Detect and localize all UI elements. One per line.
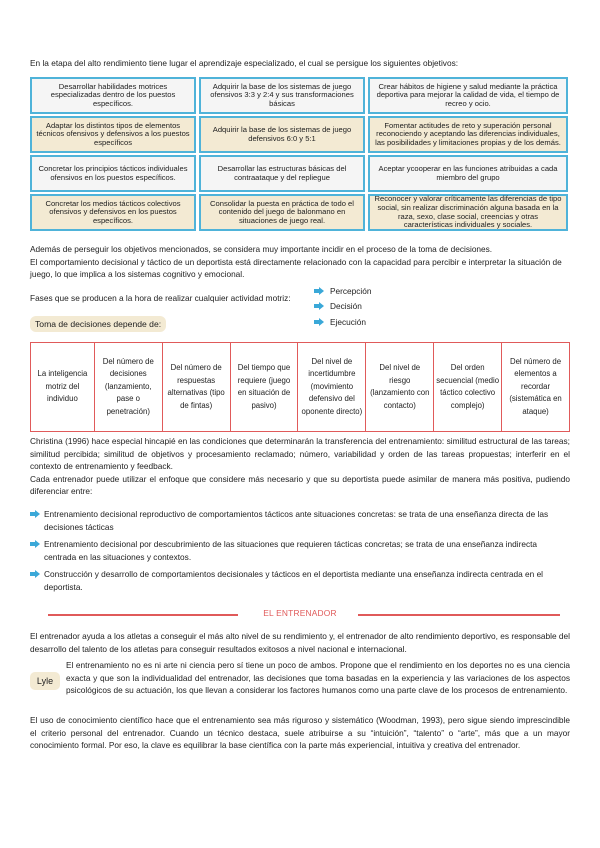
section-header: [30, 608, 570, 622]
objective-cell: Concretar los principios tácticos individuales ofensivos en los puestos específicos.: [30, 155, 196, 192]
table-cell: Del tiempo que requiere (juego en situación de pasivo): [230, 343, 298, 432]
table-cell: Del número de elementos a recordar (sistemática en ataque): [502, 343, 570, 432]
coach-paragraph-block: [30, 630, 570, 655]
phase-item: [314, 314, 372, 330]
woodman-paragraph: El uso de conocimiento científico hace que el entrenamiento sea más riguroso y sistemático (Woodman, 1993), pero sigue siendo imprescindible el criterio personal del entrenador. Cuando un técnico destaca, suele atribuirse a su “intuición”, “talento” o “arte”, más que a un mayor conocimiento formal. Por eso, la clave es equilibrar la base científica con la parte más experiencial, intuitiva y creativa del entrenador.: [30, 715, 570, 750]
decisions-paragraph-2: El comportamiento decisional y táctico de un deportista está directamente relacionado con la capacidad para percibir e interpretar la situación de juego, lo que implica a los sistemas cognitivo y emocional.: [30, 256, 562, 279]
arrow-right-icon: [30, 510, 40, 518]
arrow-right-icon: [30, 570, 40, 578]
approach-text: Entrenamiento decisional por descubrimiento de las situaciones que requieren tácticas concretas; se trata de una enseñanza indirecta centrada en las situaciones y contextos.: [44, 539, 538, 562]
phase-item: [314, 299, 372, 315]
christina-paragraph: Christina (1996) hace especial hincapié en las condiciones que determinarán la transferencia del entrenamiento: similitud estructural de las tareas; similitud percibida; similitud de objetivos y procesamiento reclamado; número, variabilidad y orden de las tareas propuestas; interferir en el contexto de entrenamiento y feedback.: [30, 436, 570, 471]
objective-cell: Desarrollar las estructuras básicas del contraataque y del repliegue: [199, 155, 365, 192]
objective-cell: Consolidar la puesta en práctica de todo el contenido del juego de balonmano en situaciones de juego real.: [199, 194, 365, 231]
objective-cell: Desarrollar habilidades motrices especializadas dentro de los puestos específicos.: [30, 77, 196, 114]
objectives-grid: [30, 77, 568, 231]
table-cell: La inteligencia motriz del individuo: [31, 343, 95, 432]
arrow-right-icon: [314, 302, 324, 310]
list-item: [30, 508, 570, 533]
decision-paragraphs: [30, 243, 570, 281]
lyle-quote: [30, 659, 570, 697]
objective-cell: Concretar los medios tácticos colectivos ofensivos y defensivos en los puestos específicos.: [30, 194, 196, 231]
objective-cell: Reconocer y valorar críticamente las diferencias de tipo social, sin realizar discriminación alguna basada en la raza, sexo, clase social, creencias y otras características individuales y sociales.: [368, 194, 568, 231]
lyle-paragraph: El entrenamiento no es ni arte ni ciencia pero sí tiene un poco de ambos. Propone que el rendimiento en los deportes no es una ciencia exacta y que son la individualidad del entrenador, las decisiones que toma basadas en la experiencia y las variaciones de los aspectos psicológicos de su actuación, los que llevan a considerar los factores humanos como una parte clave de los procesos de entrenamiento.: [66, 660, 570, 695]
section-divider-right: [358, 614, 560, 616]
objective-cell: Crear hábitos de higiene y salud mediante la práctica deportiva para mejorar la calidad de vida, el tiempo de recreo y ocio.: [368, 77, 568, 114]
intro-paragraph: En la etapa del alto rendimiento tiene lugar el aprendizaje especializado, el cual se persigue los siguientes objetivos:: [30, 58, 459, 68]
arrow-right-icon: [30, 540, 40, 548]
objective-cell: Adquirir la base de los sistemas de juego defensivos 6:0 y 5:1: [199, 116, 365, 153]
approaches-list: [30, 508, 570, 598]
list-item: [30, 538, 570, 563]
phase-item: [314, 283, 372, 299]
objective-cell: Fomentar actitudes de reto y superación personal reconociendo y aceptando las diferencias individuales, las posibilidades y limitaciones propias y de los demás.: [368, 116, 568, 153]
author-badge: Lyle: [30, 672, 60, 690]
phase-label: Decisión: [330, 301, 362, 312]
decision-factors-table: [30, 342, 570, 432]
transfer-paragraphs: [30, 435, 570, 498]
objective-cell: Adaptar los distintos tipos de elementos técnicos ofensivos y defensivos a los puestos específicos: [30, 116, 196, 153]
phases-intro: Fases que se producen a la hora de realizar cualquier actividad motriz:: [30, 293, 291, 303]
table-cell: Del número de respuestas alternativas (tipo de fintas): [162, 343, 230, 432]
table-cell: Del número de decisiones (lanzamiento, pase o penetración): [94, 343, 162, 432]
coach-choice-paragraph: Cada entrenador puede utilizar el enfoque que considere más necesario y que su deportista puede asimilar de manera más positiva, pudiendo diferenciar entre:: [30, 473, 570, 496]
list-item: [30, 568, 570, 593]
objective-cell: Adquirir la base de los sistemas de juego ofensivos 3:3 y 2:4 y sus transformaciones básicas: [199, 77, 365, 114]
approach-text: Entrenamiento decisional reproductivo de comportamientos tácticos ante situaciones concretas: se trata de una enseñanza directa de las decisiones tácticas: [44, 509, 549, 532]
approach-text: Construcción y desarrollo de comportamientos decisionales y tácticos en el deportista mediante una enseñanza indirecta centrada en el deportista.: [44, 569, 544, 592]
table-cell: Del nivel de riesgo (lanzamiento con contacto): [366, 343, 434, 432]
decision-factors-label: Toma de decisiones depende de:: [30, 316, 166, 332]
table-cell: Del nivel de incertidumbre (movimiento defensivo del oponente directo): [298, 343, 366, 432]
objective-cell: Aceptar ycooperar en las funciones atribuidas a cada miembro del grupo: [368, 155, 568, 192]
table-row: [31, 343, 570, 432]
table-cell: Del orden secuencial (medio táctico colectivo complejo): [434, 343, 502, 432]
woodman-paragraph-block: [30, 714, 570, 752]
arrow-right-icon: [314, 287, 324, 295]
phase-label: Ejecución: [330, 316, 366, 327]
arrow-right-icon: [314, 318, 324, 326]
phase-label: Percepción: [330, 285, 372, 296]
decisions-paragraph-1: Además de perseguir los objetivos mencionados, se considera muy importante incidir en el proceso de la toma de decisiones.: [30, 244, 493, 254]
coach-paragraph: El entrenador ayuda a los atletas a conseguir el más alto nivel de su rendimiento y, el entrenador de alto rendimiento deportivo, es responsable del desarrollo del talento de los atletas para conseguir resultados exitosos a nivel nacional e internacional.: [30, 631, 570, 654]
phases-list: [314, 283, 372, 330]
section-title: EL ENTRENADOR: [263, 608, 337, 618]
